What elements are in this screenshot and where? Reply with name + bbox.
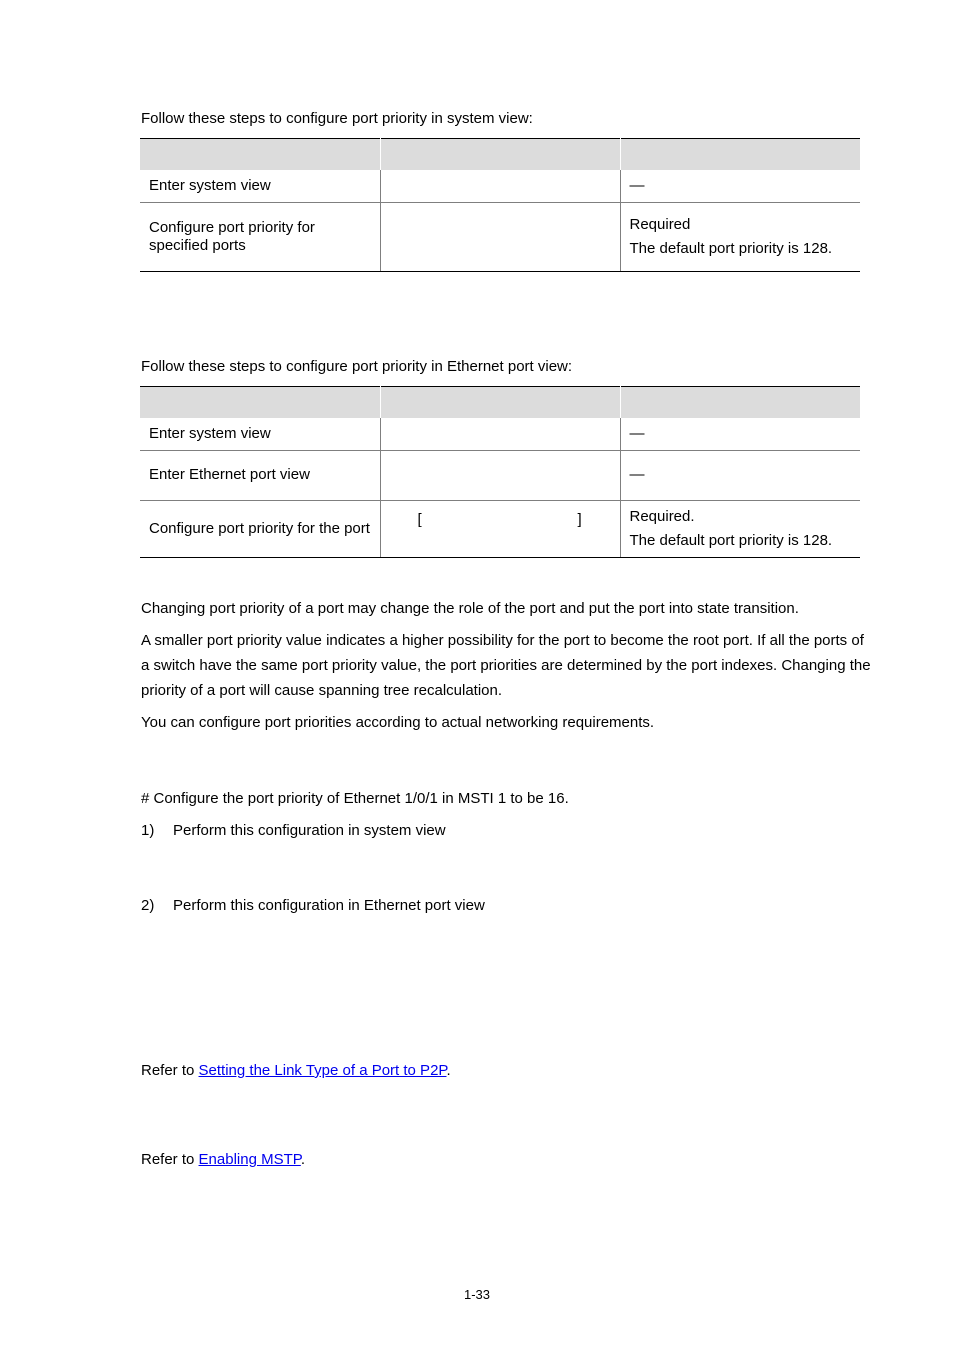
note-paragraph: Changing port priority of a port may change the role of the port and put the port into state transition.	[141, 600, 799, 617]
step-number: 1)	[141, 822, 155, 839]
table-row	[140, 500, 860, 557]
reference-prefix: Refer to	[141, 1062, 199, 1079]
command-cell	[380, 500, 620, 557]
operation-cell: Configure port priority for the port	[140, 500, 380, 557]
ethernet-view-steps-table	[140, 386, 860, 558]
link-enabling-mstp[interactable]: Enabling MSTP	[198, 1151, 301, 1168]
table-row	[140, 170, 860, 202]
section2-intro: Follow these steps to configure port priority in Ethernet port view:	[141, 358, 573, 375]
reference-line	[141, 1058, 871, 1083]
table-row	[140, 202, 860, 271]
remarks-line: Required.	[629, 507, 695, 525]
page-number: 1-33	[463, 1287, 491, 1302]
example-step	[141, 818, 871, 843]
header-cell	[380, 387, 620, 419]
step-number: 2)	[141, 897, 155, 914]
example-intro: # Configure the port priority of Ethernet 1/0/1 in MSTI 1 to be 16.	[141, 790, 569, 807]
command-cell	[380, 170, 620, 202]
header-cell	[620, 139, 860, 171]
system-view-steps-table	[140, 138, 860, 272]
remarks-line: The default port priority is 128.	[629, 531, 833, 549]
note-paragraph: You can configure port priorities according to actual networking requirements.	[141, 714, 655, 731]
reference-suffix: .	[446, 1062, 451, 1079]
section1-intro: Follow these steps to configure port priority in system view:	[141, 110, 533, 127]
header-cell	[380, 139, 620, 171]
operation-cell: Enter Ethernet port view	[140, 450, 380, 500]
command-cell	[380, 202, 620, 271]
header-cell	[140, 139, 380, 171]
command-cell	[380, 450, 620, 500]
remarks-cell: —	[620, 418, 860, 450]
header-cell	[140, 387, 380, 419]
table-header-row	[140, 387, 860, 419]
table-row	[140, 450, 860, 500]
operation-cell: Enter system view	[140, 170, 380, 202]
remarks-line: The default port priority is 128.	[629, 239, 833, 257]
remarks-cell: —	[620, 450, 860, 500]
reference-prefix: Refer to	[141, 1151, 199, 1168]
optional-close-bracket: ]	[577, 510, 582, 528]
operation-cell: Enter system view	[140, 418, 380, 450]
optional-open-bracket: [	[417, 510, 422, 528]
step-text: Perform this configuration in Ethernet port view	[173, 897, 485, 914]
command-cell	[380, 418, 620, 450]
remarks-line: Required	[629, 215, 691, 233]
example-step	[141, 893, 871, 918]
table-row	[140, 418, 860, 450]
reference-suffix: .	[300, 1151, 305, 1168]
remarks-cell: —	[620, 170, 860, 202]
table-header-row	[140, 139, 860, 171]
note-paragraph: A smaller port priority value indicates a higher possibility for the port to become the root port. If all the ports of a switch have the same port priority value, the port priorities are determined by the port indexes. Changing the priority of a port will cause spanning tree recalculation.	[141, 632, 871, 699]
reference-line	[141, 1147, 871, 1172]
remarks-cell	[620, 202, 860, 271]
remarks-cell	[620, 500, 860, 557]
step-text: Perform this configuration in system view	[173, 822, 446, 839]
link-setting-link-type-p2p[interactable]: Setting the Link Type of a Port to P2P	[198, 1062, 447, 1079]
operation-cell: Configure port priority for specified ports	[140, 202, 380, 271]
header-cell	[620, 387, 860, 419]
